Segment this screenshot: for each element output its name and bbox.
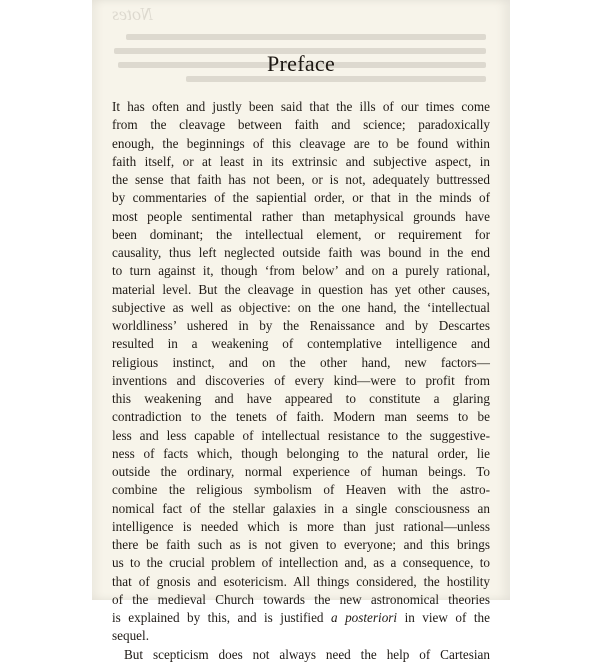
text-line: causality, thus left neglected outside faith was bound in the end	[112, 245, 490, 260]
text-line: ness of facts which, though belonging to the natural order, lie	[112, 445, 490, 461]
text-line: combine the religious symbolism of Heaven with the astro-	[112, 482, 490, 498]
text-line: of the medieval Church towards the new astronomical theories	[112, 591, 490, 607]
text-line: intelligence is needed which is more than just rational—unless	[112, 518, 490, 534]
italic-phrase: a posteriori	[331, 610, 398, 625]
text-line: sequel.	[112, 628, 149, 644]
book-page	[92, 0, 510, 662]
text-line: is explained by this, and is justified a posteriori in view of the	[112, 610, 490, 625]
text-line: subjective as well as objective: on the one hand, the ‘intellectual	[112, 299, 490, 315]
text-line: from the cleavage between faith and science; paradoxically	[112, 117, 490, 133]
text-line: that of gnosis and esotericism. All things considered, the hostility	[112, 573, 490, 589]
text-line: resulted in a weakening of contemplative intelligence and	[112, 336, 490, 352]
text-line: the sense that faith has not been, or is not, adequately buttressed	[112, 172, 490, 187]
text-line: material level. But the cleavage in question has yet other causes,	[112, 281, 490, 297]
page-title: Preface	[266, 51, 336, 76]
text-line: been dominant; the intellectual element, or requirement for	[112, 226, 490, 242]
text-line: this weakening and have appeared to constitute a glaring	[112, 391, 490, 406]
text-line: most people sentimental rather than metaphysical grounds have	[112, 208, 490, 224]
text-line: inventions and discoveries of every kind—were to profit from	[112, 372, 490, 388]
text-line: by commentaries of the sapiential order, or that in the minds of	[112, 190, 490, 206]
text-line: us to the crucial problem of intellection and, as a consequence, to	[112, 555, 490, 571]
bleed-through-text: Notes	[92, 0, 510, 90]
preface-body	[112, 98, 490, 664]
text-line: to turn against it, though ‘from below’ and on a purely rational,	[112, 263, 490, 279]
text-line: It has often and justly been said that the ills of our times come	[112, 99, 490, 114]
text-line: faith itself, or at least in its extrinsic and subjective aspect, in	[112, 153, 490, 169]
text-line: religious instinct, and on the other hand, new factors—	[112, 354, 490, 370]
text-line: nomical fact of the stellar galaxies in a single consciousness an	[112, 500, 490, 516]
text-line: contradiction to the tenets of faith. Modern man seems to be	[112, 409, 490, 425]
text-line: But scepticism does not always need the help of Cartesian	[124, 646, 490, 662]
text-line: less and less capable of intellectual resistance to the suggestive-	[112, 427, 490, 443]
text-line: worldliness’ ushered in by the Renaissance and by Descartes	[112, 318, 490, 333]
text-line: there be faith such as is not given to everyone; and this brings	[112, 537, 490, 552]
text-line: outside the ordinary, normal experience of human beings. To	[112, 464, 490, 479]
text-line: enough, the beginnings of this cleavage are to be found within	[112, 135, 490, 151]
